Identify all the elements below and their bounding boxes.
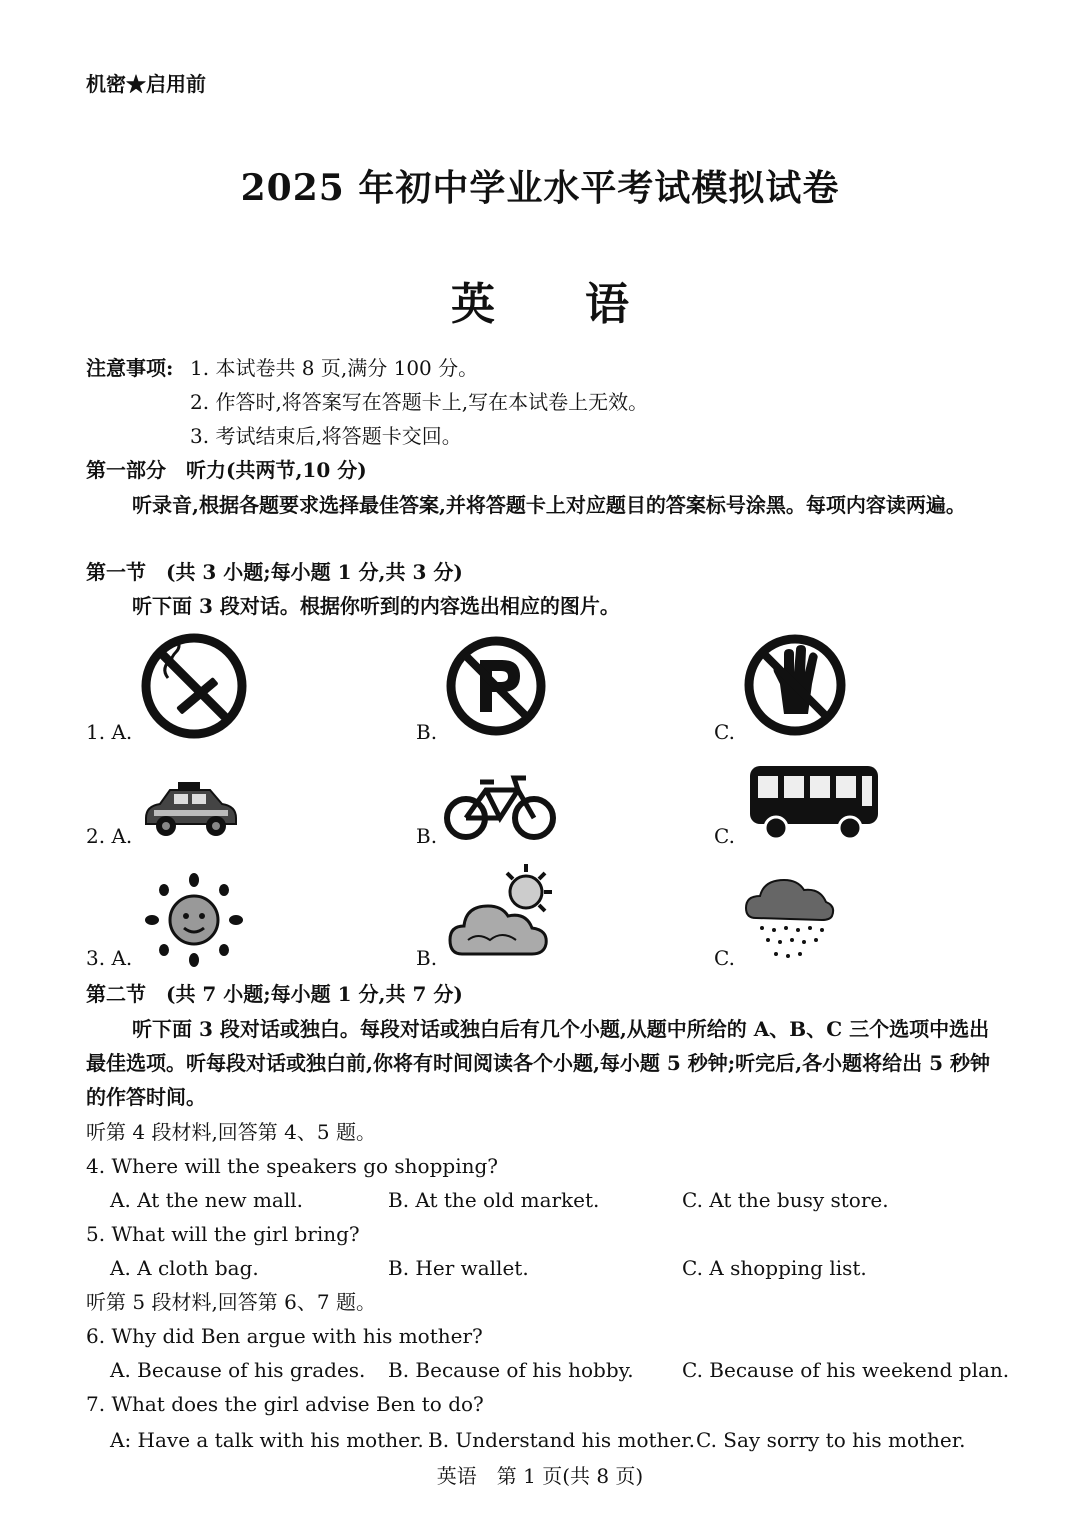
q5-option-c: C. A shopping list. (682, 1256, 867, 1280)
q3-label-a: 3. A. (86, 946, 133, 970)
q4-option-a: A. At the new mall. (110, 1188, 303, 1212)
section2-title: 第二节 (共 7 小题;每小题 1 分,共 7 分) (86, 982, 463, 1006)
rain-cloud-icon (744, 874, 836, 964)
q1-label-b: B. (416, 720, 438, 744)
confidential-mark: 机密★启用前 (86, 72, 206, 96)
q6-stem: 6. Why did Ben argue with his mother? (86, 1324, 483, 1348)
subject-title: 英语 (451, 279, 719, 330)
notice-item-2: 2. 作答时,将答案写在答题卡上,写在本试卷上无效。 (190, 390, 649, 414)
no-touching-icon (742, 632, 848, 738)
q7-stem: 7. What does the girl advise Ben to do? (86, 1392, 484, 1416)
part1-instructions: 听录音,根据各题要求选择最佳答案,并将答题卡上对应题目的答案标号涂黑。每项内容读两遍。 (132, 493, 966, 517)
notice-item-1: 1. 本试卷共 8 页,满分 100 分。 (190, 356, 479, 380)
q7-option-b: B. Understand his mother. (428, 1428, 695, 1452)
q4-option-c: C. At the busy store. (682, 1188, 889, 1212)
notice-item-3: 3. 考试结束后,将答题卡交回。 (190, 424, 462, 448)
q6-option-b: B. Because of his hobby. (388, 1358, 634, 1382)
notice-label: 注意事项: (86, 356, 174, 380)
q6-option-a: A. Because of his grades. (110, 1358, 366, 1382)
section2-instructions: 听下面 3 段对话或独白。每段对话或独白后有几个小题,从题中所给的 A、B、C 三个选项中选出最佳选项。听每段对话或独白前,你将有时间阅读各个小题,每小题 5 秒钟;听完后,各小题将给出 5 秒钟的作答时间。 (86, 1017, 990, 1109)
q5-stem: 5. What will the girl bring? (86, 1222, 360, 1246)
section1-instructions: 听下面 3 段对话。根据你听到的内容选出相应的图片。 (132, 594, 620, 618)
q7-option-a: A: Have a talk with his mother. (110, 1428, 424, 1452)
exam-title: 2025 年初中学业水平考试模拟试卷 (240, 167, 840, 209)
q5-option-a: A. A cloth bag. (110, 1256, 259, 1280)
material5-label: 听第 5 段材料,回答第 6、7 题。 (86, 1290, 376, 1314)
q3-label-b: B. (416, 946, 438, 970)
q5-option-b: B. Her wallet. (388, 1256, 529, 1280)
q2-label-c: C. (714, 824, 735, 848)
material4-label: 听第 4 段材料,回答第 4、5 题。 (86, 1120, 376, 1144)
q2-label-a: 2. A. (86, 824, 133, 848)
bicycle-icon (444, 768, 556, 844)
q2-label-b: B. (416, 824, 438, 848)
part1-title: 第一部分 听力(共两节,10 分) (86, 458, 367, 482)
no-smoking-icon (138, 630, 250, 742)
q3-label-c: C. (714, 946, 735, 970)
q1-label-a: 1. A. (86, 720, 133, 744)
cloudy-sun-icon (448, 862, 560, 966)
sun-icon (142, 872, 246, 968)
no-parking-icon (444, 634, 548, 738)
q1-label-c: C. (714, 720, 735, 744)
q7-option-c: C. Say sorry to his mother. (696, 1428, 966, 1452)
q4-option-b: B. At the old market. (388, 1188, 600, 1212)
q4-stem: 4. Where will the speakers go shopping? (86, 1154, 499, 1178)
bus-icon (746, 762, 882, 842)
page-footer: 英语 第 1 页(共 8 页) (436, 1464, 644, 1488)
section1-title: 第一节 (共 3 小题;每小题 1 分,共 3 分) (86, 560, 463, 584)
taxi-icon (140, 778, 242, 840)
q6-option-c: C. Because of his weekend plan. (682, 1358, 1010, 1382)
